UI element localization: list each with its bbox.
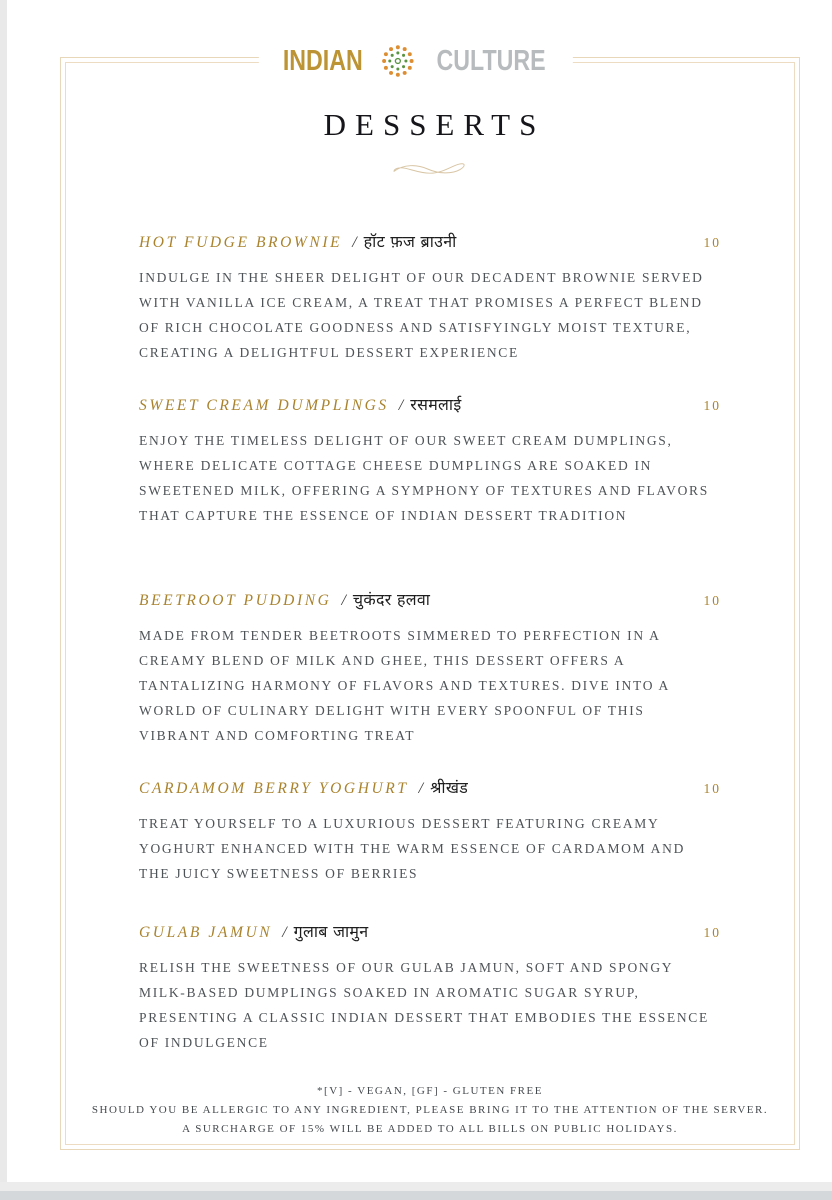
item-description: ENJOY THE TIMELESS DELIGHT OF OUR SWEET CREAM DUMPLINGS, WHERE DELICATE COTTAGE CHEESE DUMPLINGS ARE SOAKED IN SWEETENED MILK, OFFERING A SYMPHONY OF TEXTURES AND FLAVORS THAT CAPTURE THE ESSENCE OF INDIAN DESSERT TRADITION <box>139 433 709 523</box>
flourish-icon <box>388 160 472 178</box>
menu-item <box>139 776 721 886</box>
item-description: INDULGE IN THE SHEER DELIGHT OF OUR DECADENT BROWNIE SERVED WITH VANILLA ICE CREAM, A TREAT THAT PROMISES A PERFECT BLEND OF RICH CHOCOLATE GOODNESS AND SATISFYINGLY MOIST TEXTURE, CREATING A DELIGHTFUL DESSERT EXPERIENCE <box>139 270 704 360</box>
page-title: DESSERTS <box>323 107 546 142</box>
item-header <box>139 588 721 613</box>
mandala-icon <box>380 43 416 79</box>
item-price: 10 <box>703 235 721 250</box>
separator-slash: / <box>352 234 357 251</box>
item-description: MADE FROM TENDER BEETROOTS SIMMERED TO PERFECTION IN A CREAMY BLEND OF MILK AND GHEE, THIS DESSERT OFFERS A TANTALIZING HARMONY OF FLAVORS AND TEXTURES. DIVE INTO A WORLD OF CULINARY DELIGHT WITH EVERY SPOONFUL OF THIS VIBRANT AND COMFORTING TREAT <box>139 628 670 743</box>
menu-footer <box>77 1082 783 1139</box>
menu-items-list <box>139 230 721 1055</box>
item-name: CARDAMOM BERRY YOGHURT <box>139 780 409 797</box>
brand-name-indian: INDIAN <box>282 44 363 77</box>
menu-item <box>139 588 721 748</box>
separator-slash: / <box>282 924 287 941</box>
item-header <box>139 920 721 945</box>
page-edge <box>0 0 7 1200</box>
separator-slash: / <box>418 780 424 797</box>
item-description: TREAT YOURSELF TO A LUXURIOUS DESSERT FEATURING CREAMY YOGHURT ENHANCED WITH THE WARM ESSENCE OF CARDAMOM AND THE JUICY SWEETNESS OF BERRIES <box>139 816 686 881</box>
item-price: 10 <box>703 398 721 413</box>
item-description: RELISH THE SWEETNESS OF OUR GULAB JAMUN, SOFT AND SPONGY MILK-BASED DUMPLINGS SOAKED IN AROMATIC SUGAR SYRUP, PRESENTING A CLASSIC INDIAN DESSERT THAT EMBODIES THE ESSENCE OF INDULGENCE <box>139 960 709 1050</box>
item-name: HOT FUDGE BROWNIE <box>139 234 343 251</box>
footer-allergy-note: SHOULD YOU BE ALLERGIC TO ANY INGREDIENT, PLEASE BRING IT TO THE ATTENTION OF THE SERVER. <box>91 1104 769 1116</box>
item-price: 10 <box>703 925 721 940</box>
item-name: GULAB JAMUN <box>139 924 273 941</box>
item-name-hindi: चुकंदर हलवा <box>352 590 431 609</box>
item-price: 10 <box>703 781 721 796</box>
footer-legend: *[V] - VEGAN, [GF] - GLUTEN FREE <box>317 1085 543 1097</box>
item-header <box>139 776 721 801</box>
separator-slash: / <box>398 397 404 414</box>
menu-border-frame <box>60 57 800 1150</box>
item-name: SWEET CREAM DUMPLINGS <box>139 397 389 414</box>
item-name-hindi: हॉट फ़ज ब्राउनी <box>363 232 457 251</box>
brand-logo <box>259 38 573 84</box>
item-name: BEETROOT PUDDING <box>139 592 332 609</box>
item-header <box>139 393 721 418</box>
item-name-hindi: रसमलाई <box>410 395 462 414</box>
item-name-hindi: श्रीखंड <box>430 778 469 797</box>
horizontal-scrollbar-track[interactable] <box>0 1182 832 1191</box>
menu-item <box>139 230 721 365</box>
menu-item <box>139 393 721 528</box>
item-name-hindi: गुलाब जामुन <box>293 922 369 941</box>
menu-item <box>139 920 721 1055</box>
separator-slash: / <box>341 592 346 609</box>
window-bottom-edge <box>0 1191 832 1200</box>
item-price: 10 <box>703 593 721 608</box>
menu-content <box>61 58 799 1149</box>
footer-surcharge-note: A SURCHARGE OF 15% WILL BE ADDED TO ALL BILLS ON PUBLIC HOLIDAYS. <box>182 1123 678 1135</box>
brand-name-culture: CULTURE <box>436 44 546 77</box>
item-header <box>139 230 721 255</box>
